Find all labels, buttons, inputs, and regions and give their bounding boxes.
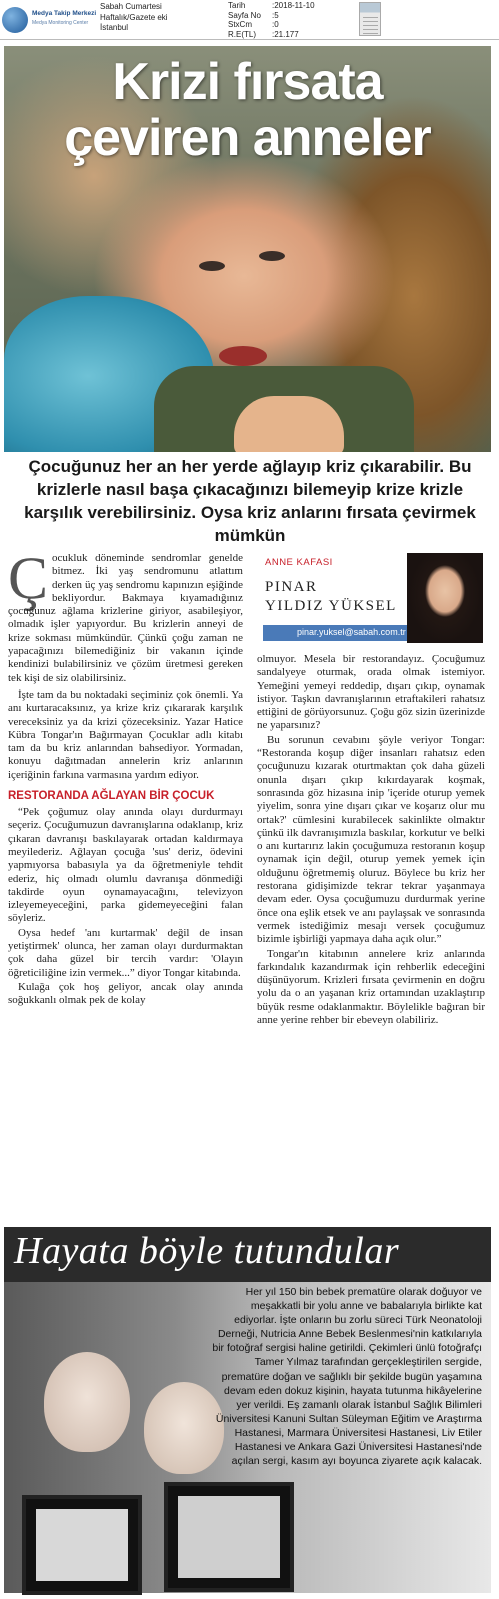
meta-date: Tarih :2018-11-10 xyxy=(228,1,315,10)
article-column-2 xyxy=(257,653,485,1028)
hero-photo-crying-child xyxy=(4,46,491,452)
media-monitoring-logo xyxy=(2,4,97,36)
bottom-story xyxy=(4,1227,491,1593)
publication-type: Haftalık/Gazete eki xyxy=(100,12,168,22)
meta-page: Sayfa No :5 xyxy=(228,10,279,20)
author-photo xyxy=(407,553,483,643)
bottom-story-text: Her yıl 150 bin bebek prematüre olarak doğuyor ve meşakkatli bir yolu anne ve babalarıyla birlikte kat ediyorlar. İşte onların bu zorlu süreci Türk Neonatoloji Derneği, Nutricia Anne Bebek Beslenmesi'nin katkılarıyla bir fotoğraf sergisi haline getirildi. Çekimleri ünlü fotoğrafçı Tamer Yılmaz tarafından gerçekleştirilen sergide, prematüre doğan ve sağlıklı bir şekilde bugün yaşamına devam eden dokuz kişinin, hayata tutunma hikâyelerine yer verildi. Eş zamanlı olarak İstanbul Sağlık Bilimleri Üniversitesi Kanuni Sultan Süleyman Eğitim ve Araştırma Hastanesi, Marmara Üniversitesi Hastanesi, Liv Etiler Hastanesi ve Ankara Gazi Üniversitesi Hastanesi'nde açılan sergi, kasım ayı boyunca ziyarete açık kalacak. xyxy=(212,1286,482,1468)
drop-cap: Ç xyxy=(8,545,49,611)
meta-stxcm: StxCm :0 xyxy=(228,20,279,30)
logo-tagline: Medya Monitoring Center xyxy=(32,20,89,26)
paragraph: Kulağa çok hoş geliyor, ancak olay anında soğukkanlı olmak pek de kolay xyxy=(8,980,243,1007)
author-first-name: PINAR xyxy=(265,579,318,595)
clipping-meta xyxy=(228,1,315,39)
page-thumbnail[interactable] xyxy=(359,2,381,36)
paragraph: Tongar'ın kitabının annelere kriz anlarında farkındalık kazandırmak için rehberlik edeceğini düşünüyorum. Krizleri fırsata çevirmenin en doğru yolu da o an yaşanan kriz ortamından uzaklaştırıp büyük resme odaklanmaktır. Böylelikle bağıran bir anne yerine rehber bir ebeveyn olabiliriz. xyxy=(257,947,485,1027)
framed-photo xyxy=(164,1482,294,1592)
framed-photo xyxy=(22,1495,142,1595)
publication-name: Sabah Cumartesi xyxy=(100,2,162,11)
globe-icon xyxy=(2,7,28,33)
paragraph: olmuyor. Mesela bir restorandayız. Çocuğumuz sandalyeye oturmak, orada olmak istemiyor. Yemeğini yemeyi reddedip, dışarı çıkıp, oynamak istiyor. Taşkın davranışlarının etraftakileri rahatsız ettiğini de görüyorsunuz. Çoğu göz sizin üzerinizde ne yaparsınız? xyxy=(257,653,485,732)
paragraph: Oysa hedef 'anı kurtarmak' değil de insan yetiştirmek' olunca, her zaman olayı durdurmaktan çok daha güzel bir tercih vardır: 'Olayın öğreticiliğine izin vermek...” diyor Tongar kitabında. xyxy=(8,926,243,979)
logo-name: Medya Takip Merkezi xyxy=(32,10,97,17)
column-kicker: ANNE KAFASI xyxy=(265,557,333,568)
article-column-1 xyxy=(8,545,243,1009)
clipping-header xyxy=(0,0,499,40)
article-deck: Çocuğunuz her an her yerde ağlayıp kriz çıkarabilir. Bu krizlerle nasıl başa çıkacağınızı bilemeyip krize krizle karşılık verebilirsiniz. Oysa kriz anlarını fırsata çevirmek mümkün xyxy=(24,457,476,545)
bottom-story-title: Hayata böyle tutundular xyxy=(14,1230,400,1272)
publication-info xyxy=(100,2,168,34)
paragraph: ocukluk döneminde sendromlar genelde bitmez. İki yaş sendromunu atlattım derken üç yaş sendromu kapınızın eşiğinde bekliyordur. Bakmaya kıyamadığınız çocuğunuz ağlama krizlerine giriyor, asabileşiyor, olmadık işler yapıyordur. Bu krizlerin anneyi de krize sokması mümkündür. Çünkü çoğu zaman ne yapacağınızı bilemediğiniz bir vakanın içinde kendinizi bulabilirsiniz ve çözüm üretmesi gereken tek kişi de siz olabilirsiniz. xyxy=(8,552,243,684)
publication-city: İstanbul xyxy=(100,23,129,32)
author-box xyxy=(257,553,485,647)
paragraph: “Pek çoğumuz olay anında olayı durdurmayı seçeriz. Çocuğumuzun davranışlarına odaklanıp, kriz çıkaran davranışı baskılayarak ortadan kaldırmaya meyilederiz. Ağlayan çocuğa 'sus' deriz, ödevini yapmıyorsa babasıyla ya da öğretmeniyle tehdit ederiz, hiç olmadı olumlu davranışa dönmediği takdirde oyun oynamayacağını, televizyon izleyemeyeceğini, parka gidemeyeceğini falan söyleriz. xyxy=(8,806,243,925)
headline: Krizi fırsata çeviren anneler xyxy=(64,53,431,167)
meta-ad-value: R.E(TL) :21.177 xyxy=(228,29,299,39)
author-email[interactable]: pinar.yuksel@sabah.com.tr xyxy=(297,627,406,637)
section-subhead: RESTORANDA AĞLAYAN BİR ÇOCUK xyxy=(8,790,215,803)
author-last-name: YILDIZ YÜKSEL xyxy=(265,598,397,614)
paragraph: İşte tam da bu noktadaki seçiminiz çok önemli. Ya anı kurtaracaksınız, ya krize kriz çıkararak karşılık vereceksiniz ya da krizi çözeceksiniz. Yazar Hatice Kübra Tongar'ın Bağırmayan Çocuklar adlı kitabı tam da bu kriz anlarından bahsediyor. Yormadan, konuyu dağıtmadan annelerin kriz anlarının içeriğinin farkına varmasına yardım ediyor. xyxy=(8,688,243,781)
paragraph: Bu sorunun cevabını şöyle veriyor Tongar: “Restoranda koşup diğer insanları rahatsız eden çocuğunuzu kızarak oturtmaktan çok daha güzeli onunla dışarı çıkıp kıkırdayarak koşmak, sonrasında göz hizasına inip 'içeride oturup yemek yiyelim, sonra yine dışarı çıkar ve koşarız olur mu ortak?' cümlesini kurabilecek sakinlikte olmaktır çünkü ilk davranışımızla baskılar, korkutur ve belki o anı kurtarırız lakin çocuğumuza restoranın koşup oynamak için değil, oturup yemek yemek için olduğunu öğretmemiş oluruz. Böylece bu kriz her restorana gidişimizde tekrar tekrar yaşanmaya devam eder. Oysa çocuğumuzu durdurmak yerine önce ona eşlik etsek ve anı paylaşsak ve sonrasında vermek istediğimiz mesajı versek çocuğumuz bizimle işbirliği yapmaya daha açık olur.” xyxy=(257,733,485,946)
